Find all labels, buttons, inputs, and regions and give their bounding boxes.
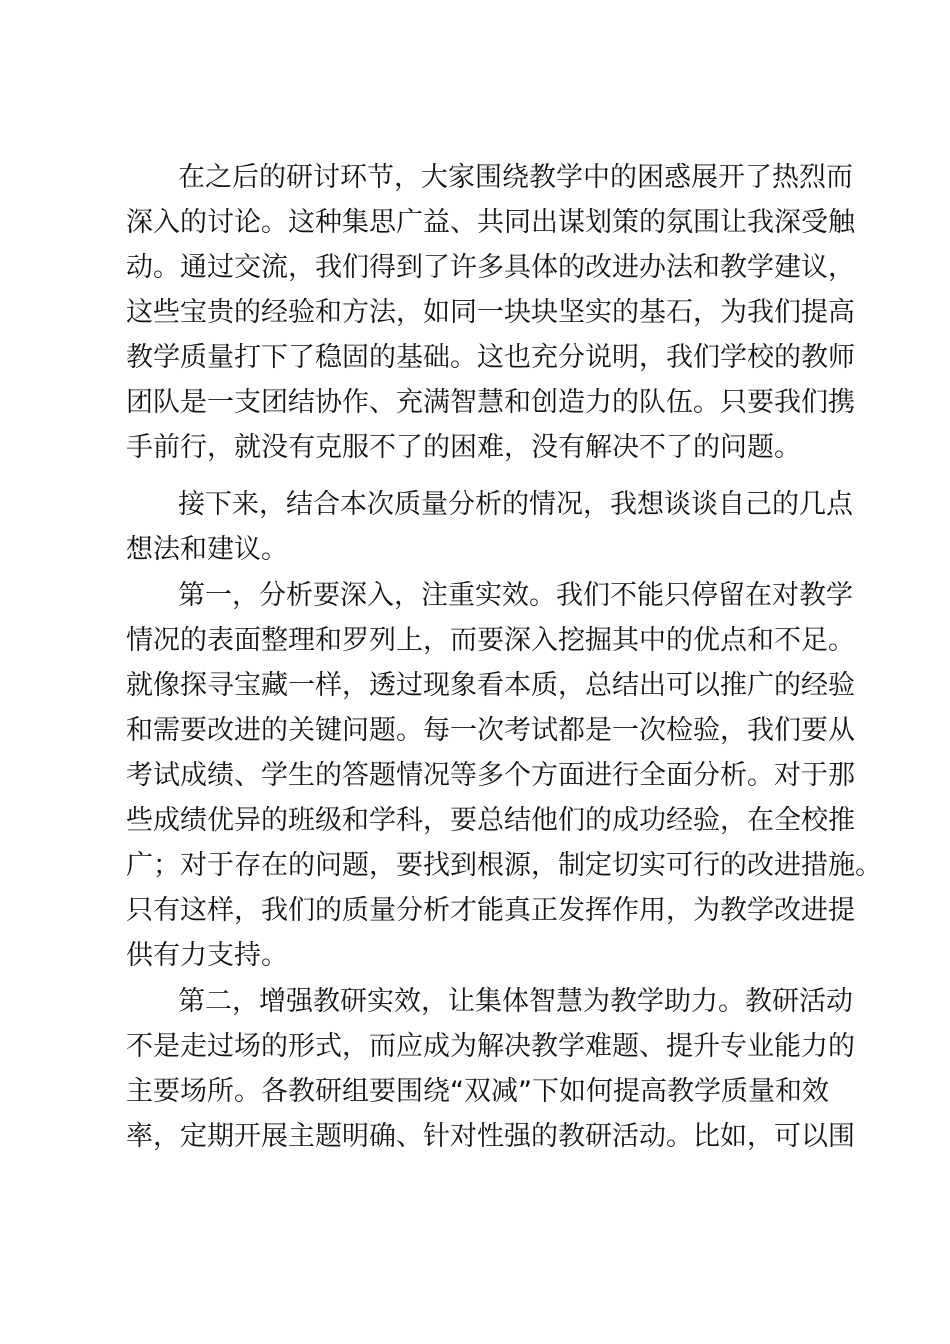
- text-line: 手前行，就没有克服不了的困难，没有解决不了的问题。: [126, 432, 801, 463]
- text-line: 第二，增强教研实效，让集体智慧为教学助力。教研活动: [178, 986, 853, 1017]
- text-line: 教学质量打下了稳固的基础。这也充分说明，我们学校的教师: [126, 342, 855, 373]
- text-line: 就像探寻宝藏一样，透过现象看本质，总结出可以推广的经验: [126, 670, 855, 701]
- text-line: 供有力支持。: [126, 940, 288, 971]
- text-line: 和需要改进的关键问题。每一次考试都是一次检验，我们要从: [126, 715, 855, 746]
- text-line: 动。通过交流，我们得到了许多具体的改进办法和教学建议，: [126, 252, 855, 283]
- text-line: 这些宝贵的经验和方法，如同一块块坚实的基石，为我们提高: [126, 297, 855, 328]
- text-line: 只有这样，我们的质量分析才能真正发挥作用，为教学改进提: [126, 895, 855, 926]
- text-line: 接下来，结合本次质量分析的情况，我想谈谈自己的几点: [178, 489, 853, 520]
- text-line: 深入的讨论。这种集思广益、共同出谋划策的氛围让我深受触: [126, 207, 855, 238]
- text-line: 在之后的研讨环节，大家围绕教学中的困惑展开了热烈而: [178, 162, 853, 193]
- text-line: 主要场所。各教研组要围绕“双减”下如何提高教学质量和效: [126, 1076, 829, 1107]
- text-line: 考试成绩、学生的答题情况等多个方面进行全面分析。对于那: [126, 760, 855, 791]
- text-line: 些成绩优异的班级和学科，要总结他们的成功经验，在全校推: [126, 805, 855, 836]
- text-line: 不是走过场的形式，而应成为解决教学难题、提升专业能力的: [126, 1031, 855, 1062]
- text-line: 第一，分析要深入，注重实效。我们不能只停留在对教学: [178, 580, 853, 611]
- text-line: 率，定期开展主题明确、针对性强的教研活动。比如，可以围: [126, 1121, 855, 1152]
- text-line: 广；对于存在的问题，要找到根源，制定切实可行的改进措施。: [126, 850, 882, 881]
- text-line: 想法和建议。: [126, 534, 288, 565]
- text-line: 情况的表面整理和罗列上，而要深入挖掘其中的优点和不足。: [126, 625, 855, 656]
- text-line: 团队是一支团结协作、充满智慧和创造力的队伍。只要我们携: [126, 387, 855, 418]
